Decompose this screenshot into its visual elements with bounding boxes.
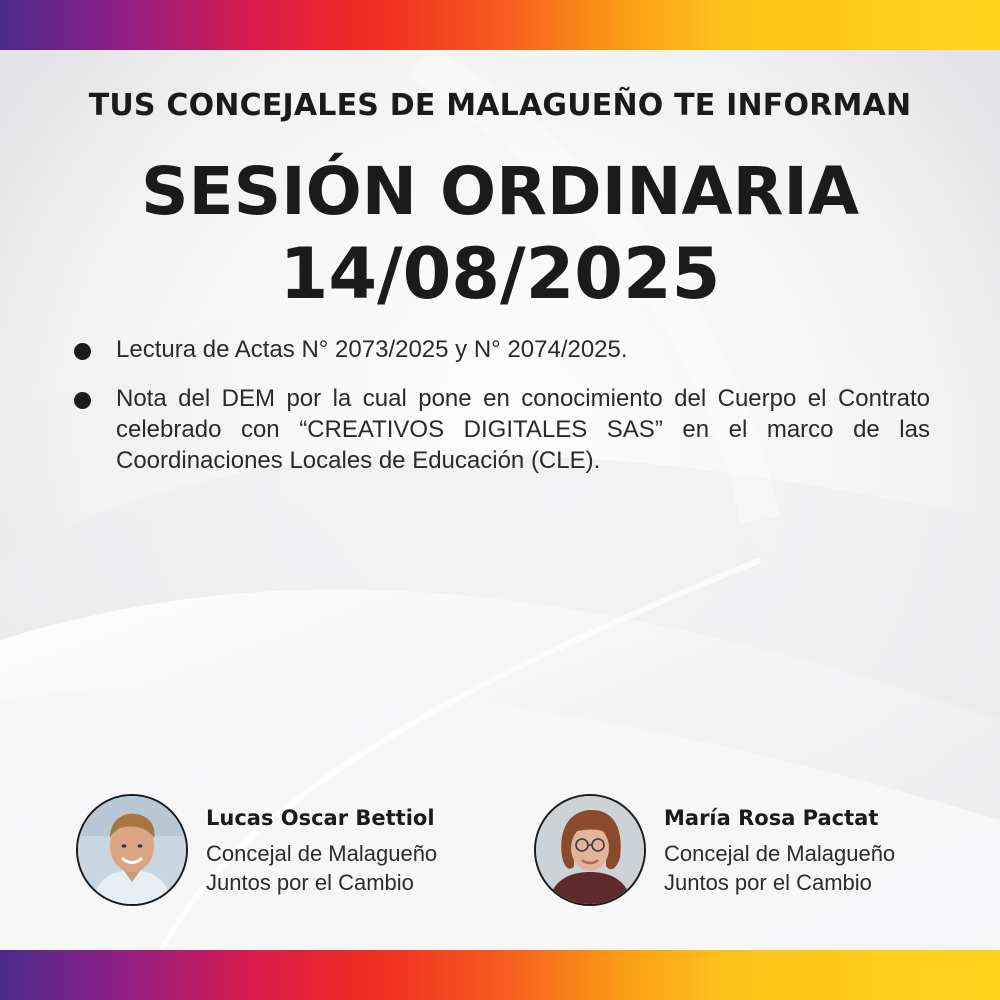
bullet-icon (74, 392, 91, 409)
avatar (534, 794, 646, 906)
councilor-name: Lucas Oscar Bettiol (206, 806, 435, 830)
councilor-role: Concejal de Malagueño (664, 841, 896, 866)
bottom-color-band (0, 950, 1000, 1000)
agenda-item (70, 334, 930, 365)
councilor-name: María Rosa Pactat (664, 806, 879, 830)
top-color-band (0, 0, 1000, 50)
agenda-item-text: Lectura de Actas N° 2073/2025 y N° 2074/2025. (116, 336, 628, 363)
man-portrait-icon (78, 796, 186, 904)
councilor-card (534, 794, 954, 906)
session-title: SESIÓN ORDINARIA (140, 153, 860, 230)
woman-portrait-icon (536, 796, 644, 904)
agenda-item (70, 383, 930, 476)
councilor-party: Juntos por el Cambio (664, 870, 872, 895)
bullet-icon (74, 343, 91, 360)
session-date: 14/08/2025 (279, 233, 721, 315)
avatar (76, 794, 188, 906)
agenda-list (70, 334, 930, 494)
councilor-role: Concejal de Malagueño (206, 841, 438, 866)
councilor-party: Juntos por el Cambio (206, 870, 414, 895)
agenda-item-text: Nota del DEM por la cual pone en conocimiento del Cuerpo el Contrato celebrado con “CREATIVOS DIGITALES SAS” en el marco de las Coordinaciones Locales de Educación (CLE). (116, 385, 930, 474)
header-kicker: TUS CONCEJALES DE MALAGUEÑO TE INFORMAN (88, 88, 912, 123)
councilor-card (76, 794, 496, 906)
